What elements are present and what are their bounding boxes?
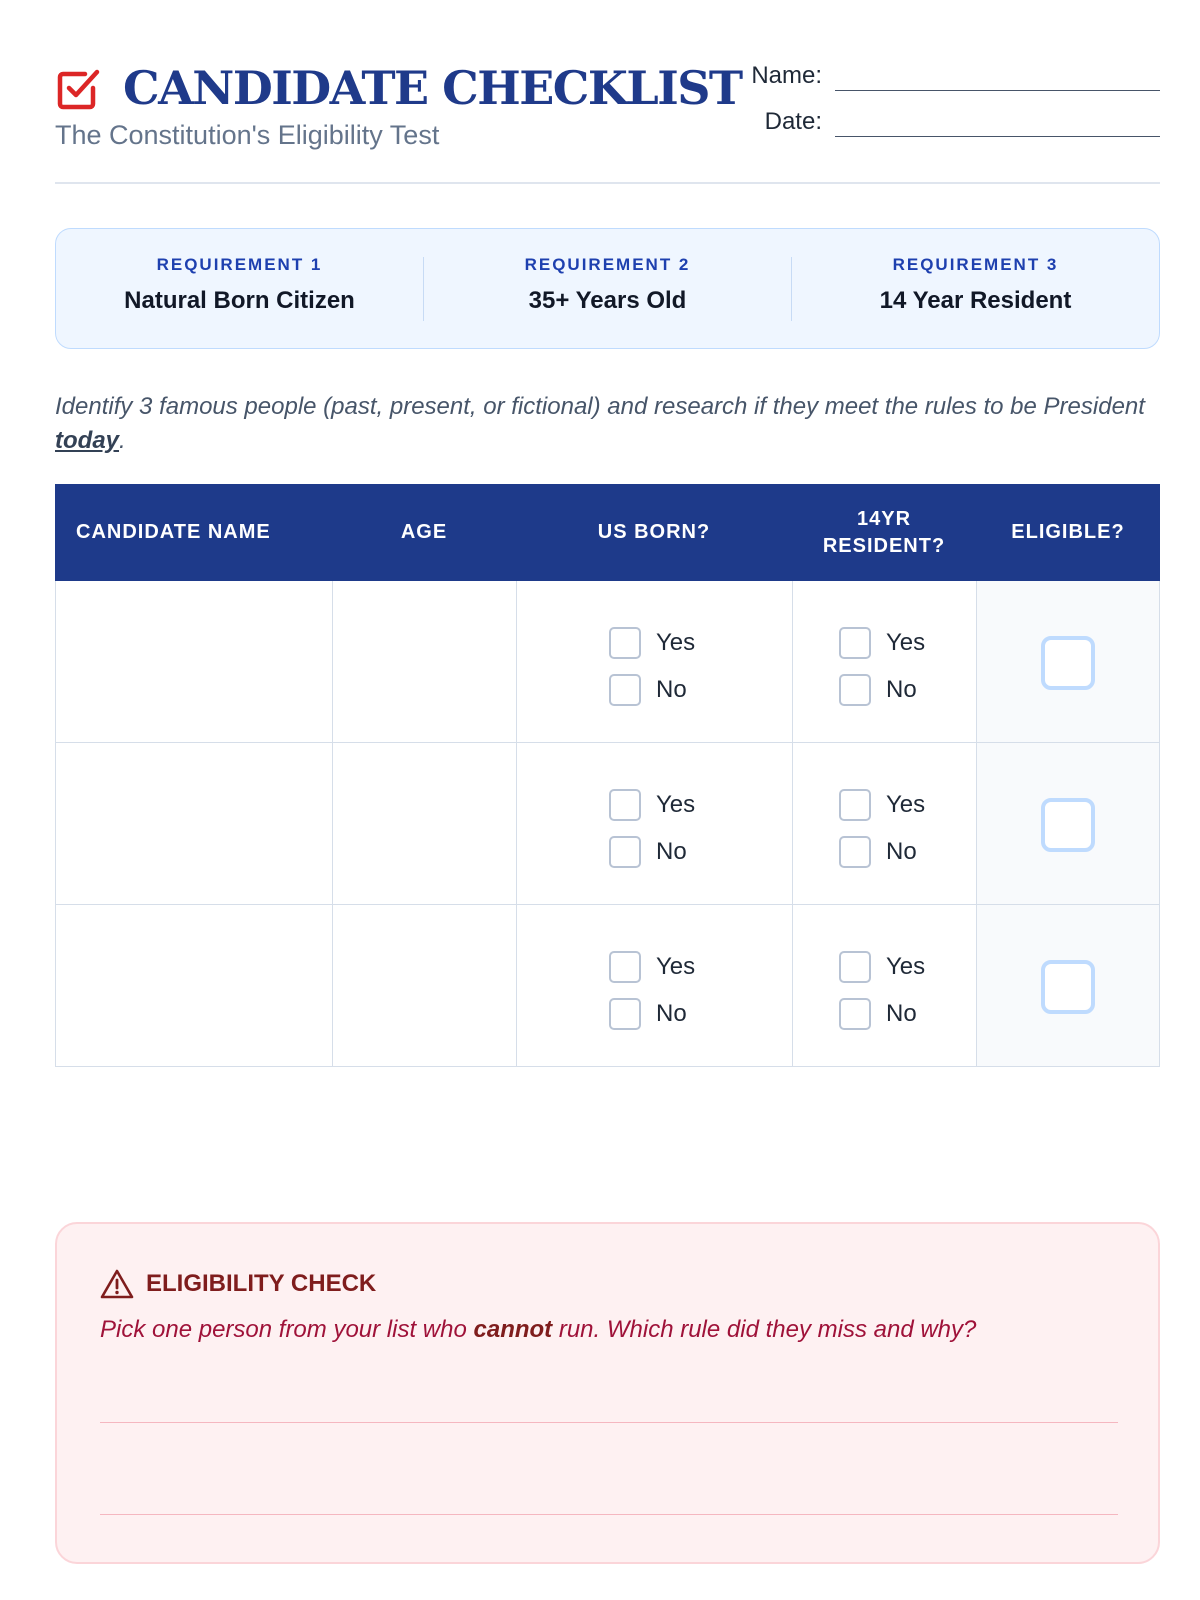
option-label: Yes <box>886 628 926 656</box>
requirement-value: 14 Year Resident <box>879 286 1072 314</box>
resident-cell <box>792 905 976 1066</box>
resident-no-option[interactable] <box>839 990 930 1037</box>
resident-yes-checkbox[interactable] <box>839 951 871 983</box>
age-cell[interactable] <box>332 743 516 904</box>
requirement-label: REQUIREMENT 1 <box>156 254 323 274</box>
option-label: No <box>886 999 917 1027</box>
us-born-cell <box>516 581 792 742</box>
column-header-resident <box>792 484 976 581</box>
column-header-candidate-name: CANDIDATE NAME <box>76 521 271 543</box>
table-row <box>55 905 1160 1067</box>
option-label: Yes <box>886 952 926 980</box>
us-born-cell <box>516 905 792 1066</box>
column-header-us-born: US BORN? <box>597 521 711 543</box>
requirement-value: 35+ Years Old <box>528 286 687 314</box>
us-born-no-checkbox[interactable] <box>609 998 641 1030</box>
option-label: No <box>656 837 687 865</box>
eligible-checkbox[interactable] <box>1041 960 1095 1014</box>
resident-yes-checkbox[interactable] <box>839 789 871 821</box>
us-born-no-option[interactable] <box>609 990 700 1037</box>
eligible-checkbox[interactable] <box>1041 636 1095 690</box>
option-label: No <box>886 837 917 865</box>
eligible-cell <box>976 581 1160 742</box>
date-label: Date: <box>764 108 822 135</box>
checkbox-checked-icon <box>55 64 103 112</box>
resident-no-option[interactable] <box>839 666 930 713</box>
resident-no-checkbox[interactable] <box>839 674 871 706</box>
column-header-eligible: ELIGIBLE? <box>1011 521 1125 543</box>
candidate-name-cell[interactable] <box>55 905 332 1066</box>
resident-yes-checkbox[interactable] <box>839 627 871 659</box>
eligibility-check-prompt <box>100 1316 976 1344</box>
us-born-yes-checkbox[interactable] <box>609 789 641 821</box>
title-row <box>55 62 742 114</box>
resident-yes-option[interactable] <box>839 619 930 666</box>
us-born-no-checkbox[interactable] <box>609 836 641 868</box>
us-born-yes-checkbox[interactable] <box>609 627 641 659</box>
requirement-value: Natural Born Citizen <box>124 286 355 314</box>
table-row <box>55 581 1160 743</box>
us-born-yes-option[interactable] <box>609 619 700 666</box>
date-field[interactable] <box>745 104 1160 150</box>
us-born-cell <box>516 743 792 904</box>
eligibility-check-title: ELIGIBILITY CHECK <box>146 1270 377 1297</box>
answer-line-1[interactable] <box>100 1422 1118 1423</box>
date-line[interactable] <box>835 136 1160 137</box>
eligible-cell <box>976 743 1160 904</box>
worksheet-page <box>55 0 1160 1600</box>
prompt-text: Pick one person from your list who <box>100 1316 474 1343</box>
resident-cell <box>792 581 976 742</box>
page-subtitle: The Constitution's Eligibility Test <box>55 120 440 150</box>
prompt-end: run. Which rule did they miss and why? <box>552 1316 977 1343</box>
age-cell[interactable] <box>332 581 516 742</box>
requirement-2 <box>423 254 791 321</box>
instructions-emphasis: today <box>55 427 120 454</box>
instructions <box>55 390 1160 458</box>
eligible-cell <box>976 905 1160 1066</box>
option-label: No <box>886 675 917 703</box>
us-born-yes-option[interactable] <box>609 943 700 990</box>
eligibility-check-panel <box>55 1222 1160 1564</box>
candidate-table <box>55 484 1160 1067</box>
us-born-yes-option[interactable] <box>609 781 700 828</box>
name-field[interactable] <box>745 58 1160 104</box>
option-label: Yes <box>656 628 696 656</box>
name-line[interactable] <box>835 90 1160 91</box>
requirement-1 <box>56 254 423 321</box>
option-label: No <box>656 675 687 703</box>
option-label: Yes <box>656 952 696 980</box>
resident-no-checkbox[interactable] <box>839 836 871 868</box>
table-row <box>55 743 1160 905</box>
us-born-no-option[interactable] <box>609 828 700 875</box>
age-cell[interactable] <box>332 905 516 1066</box>
resident-yes-option[interactable] <box>839 943 930 990</box>
requirement-label: REQUIREMENT 3 <box>892 254 1059 274</box>
us-born-no-checkbox[interactable] <box>609 674 641 706</box>
column-header-resident-label: 14YR RESIDENT? <box>822 507 946 557</box>
candidate-name-cell[interactable] <box>55 581 332 742</box>
answer-line-2[interactable] <box>100 1514 1118 1515</box>
eligible-checkbox[interactable] <box>1041 798 1095 852</box>
warning-triangle-icon <box>100 1268 134 1300</box>
resident-no-checkbox[interactable] <box>839 998 871 1030</box>
column-header-age: AGE <box>400 521 448 543</box>
header <box>55 52 1160 184</box>
resident-no-option[interactable] <box>839 828 930 875</box>
instructions-text: Identify 3 famous people (past, present, or fictional) and research if they meet the rules to be President <box>55 393 1145 420</box>
resident-yes-option[interactable] <box>839 781 930 828</box>
eligibility-check-header <box>100 1268 376 1300</box>
resident-cell <box>792 743 976 904</box>
table-header <box>55 484 1160 581</box>
option-label: Yes <box>656 790 696 818</box>
student-fields <box>745 58 1160 150</box>
requirement-3 <box>791 254 1159 321</box>
us-born-yes-checkbox[interactable] <box>609 951 641 983</box>
requirement-label: REQUIREMENT 2 <box>524 254 691 274</box>
candidate-name-cell[interactable] <box>55 743 332 904</box>
prompt-emphasis: cannot <box>473 1316 553 1343</box>
page-title: CANDIDATE CHECKLIST <box>123 61 742 115</box>
name-label: Name: <box>751 62 822 89</box>
us-born-no-option[interactable] <box>609 666 700 713</box>
option-label: Yes <box>886 790 926 818</box>
option-label: No <box>656 999 687 1027</box>
instructions-end: . <box>119 427 126 454</box>
requirements-panel <box>55 228 1160 349</box>
